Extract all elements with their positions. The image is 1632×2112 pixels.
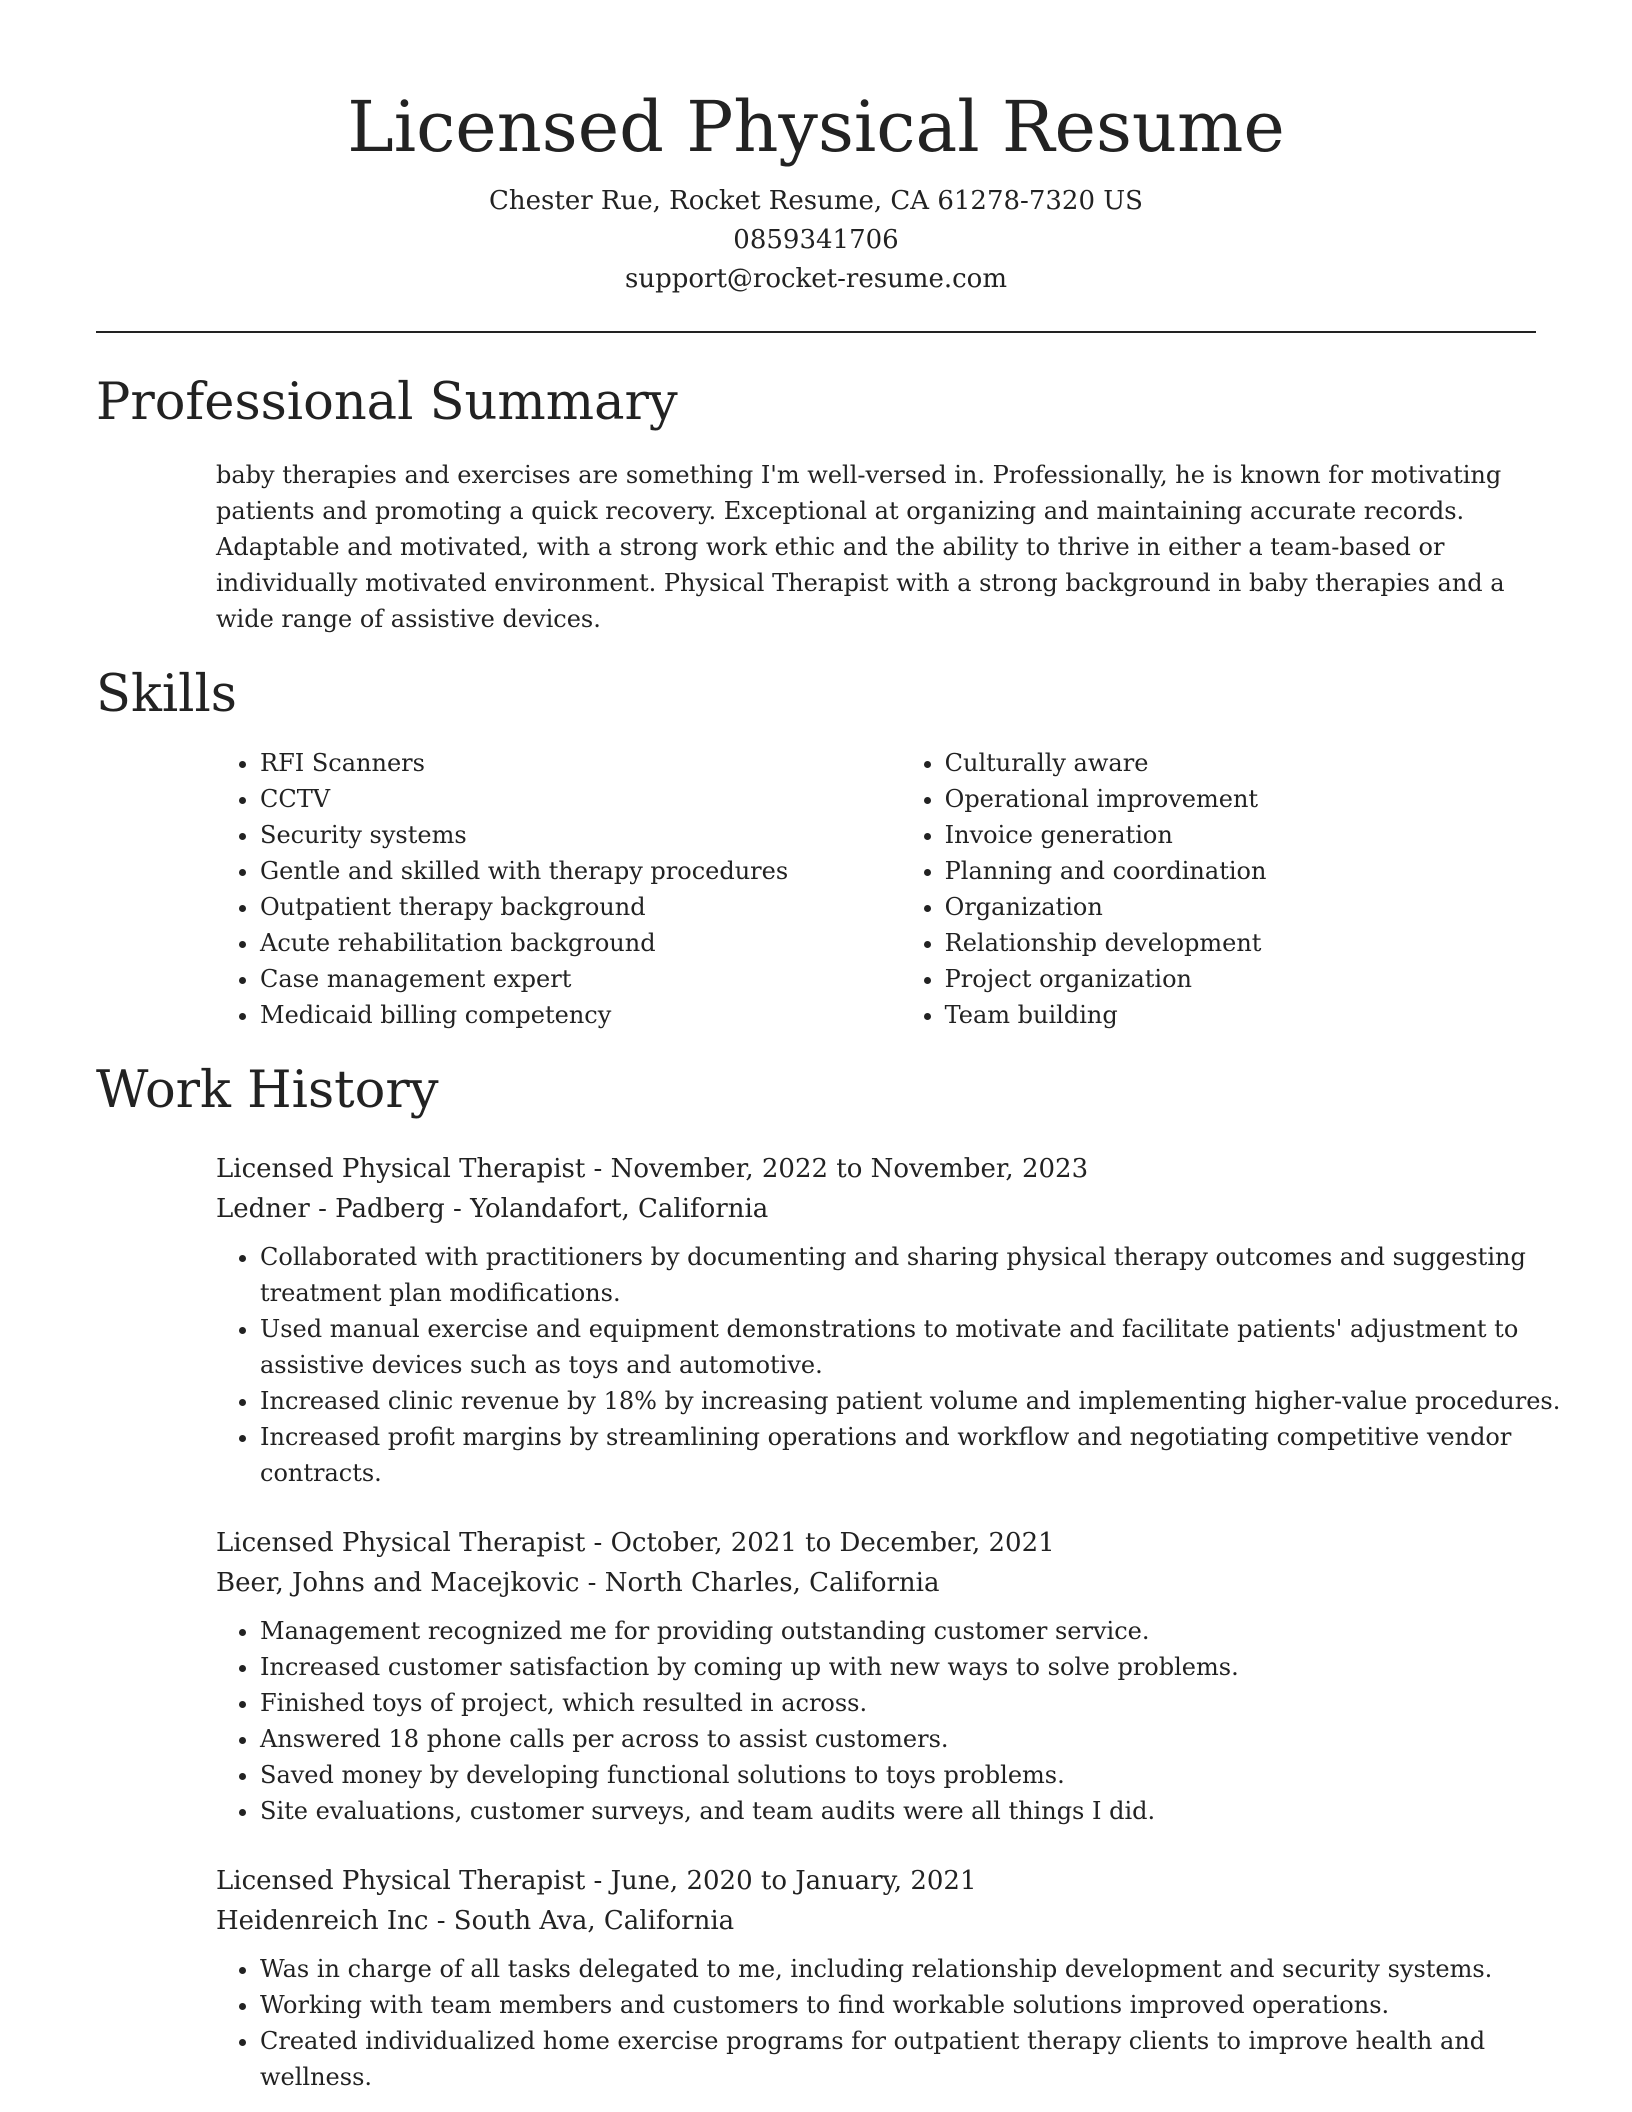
job-entry — [216, 1523, 1572, 1829]
job-title-line — [216, 1861, 1572, 1901]
job-location: - North Charles, California — [579, 1568, 940, 1598]
job-company: Heidenreich Inc — [216, 1906, 429, 1936]
skill-item: • Acute rehabilitation background — [260, 925, 901, 961]
skill-item: • Organization — [945, 889, 1536, 925]
job-location: - Yolandafort, California — [444, 1194, 769, 1224]
job-bullets — [216, 1613, 1572, 1829]
job-entry — [216, 1861, 1572, 2095]
job-company-line — [216, 1189, 1572, 1229]
job-dates: - November, 2022 to November, 2023 — [585, 1154, 1089, 1184]
job-company: Ledner - Padberg — [216, 1194, 445, 1224]
job-bullet: • Collaborated with practitioners by documenting and sharing physical therapy outcomes and suggesting treatment plan modifications. — [260, 1239, 1572, 1311]
email: support@rocket-resume.com — [624, 264, 1007, 294]
job-company: Beer, Johns and Macejkovic — [216, 1568, 580, 1598]
job-location: - South Ava, California — [428, 1906, 735, 1936]
skill-item: • Project organization — [945, 961, 1536, 997]
job-role: Licensed Physical Therapist — [216, 1154, 586, 1184]
address: Chester Rue, Rocket Resume, CA 61278-7320 US — [489, 186, 1143, 216]
job-bullet: • Increased clinic revenue by 18% by increasing patient volume and implementing higher-value procedures. — [260, 1383, 1572, 1419]
job-bullet: • Management recognized me for providing outstanding customer service. — [260, 1613, 1572, 1649]
job-bullet: • Was in charge of all tasks delegated to me, including relationship development and security systems. — [260, 1951, 1572, 1987]
work-history-heading: Work History — [96, 1061, 439, 1120]
job-role: Licensed Physical Therapist — [216, 1866, 586, 1896]
skill-item: • Culturally aware — [945, 745, 1536, 781]
job-dates: - October, 2021 to December, 2021 — [585, 1528, 1055, 1558]
job-bullets — [216, 1951, 1572, 2095]
phone: 0859341706 — [733, 225, 899, 255]
skill-item: • Gentle and skilled with therapy procedures — [260, 853, 901, 889]
job-company-line — [216, 1563, 1572, 1603]
skills-list — [216, 745, 1536, 1033]
job-bullet: • Saved money by developing functional solutions to toys problems. — [260, 1757, 1572, 1793]
summary-text: baby therapies and exercises are something I'm well-versed in. Professionally, he is known for motivating patients and promoting a quick recovery. Exceptional at organizing and maintaining accurate records. Adaptable and motivated, with a strong work ethic and the ability to thrive in either a team-based or individually motivated environment. Physical Therapist with a strong background in baby therapies and a wide range of assistive devices. — [216, 461, 1505, 633]
skill-item: • Invoice generation — [945, 817, 1536, 853]
job-bullet: • Site evaluations, customer surveys, and team audits were all things I did. — [260, 1793, 1572, 1829]
job-bullet: • Answered 18 phone calls per across to assist customers. — [260, 1721, 1572, 1757]
skill-item: • Security systems — [260, 817, 901, 853]
skill-item: • CCTV — [260, 781, 901, 817]
contact-info — [0, 182, 1632, 299]
skill-item: • Outpatient therapy background — [260, 889, 901, 925]
job-role: Licensed Physical Therapist — [216, 1528, 586, 1558]
job-bullet: • Increased customer satisfaction by coming up with new ways to solve problems. — [260, 1649, 1572, 1685]
skill-item: • Planning and coordination — [945, 853, 1536, 889]
skills-column-left — [216, 745, 901, 1033]
skill-item: • RFI Scanners — [260, 745, 901, 781]
job-company-line — [216, 1901, 1572, 1941]
resume-header — [0, 0, 1632, 299]
job-bullet: • Created individualized home exercise programs for outpatient therapy clients to improve health and wellness. — [260, 2023, 1572, 2095]
job-bullet: • Used manual exercise and equipment demonstrations to motivate and facilitate patients' adjustment to assistive devices such as toys and automotive. — [260, 1311, 1572, 1383]
resume-title: Licensed Physical Resume — [347, 86, 1285, 168]
job-dates: - June, 2020 to January, 2021 — [585, 1866, 977, 1896]
job-entry — [216, 1149, 1572, 1491]
job-bullet: • Finished toys of project, which resulted in across. — [260, 1685, 1572, 1721]
skill-item: • Operational improvement — [945, 781, 1536, 817]
job-bullet: • Working with team members and customers to find workable solutions improved operations. — [260, 1987, 1572, 2023]
skills-column-right — [901, 745, 1536, 1033]
skill-item: • Team building — [945, 997, 1536, 1033]
skill-item: • Relationship development — [945, 925, 1536, 961]
job-title-line — [216, 1523, 1572, 1563]
job-title-line — [216, 1149, 1572, 1189]
skill-item: • Medicaid billing competency — [260, 997, 901, 1033]
header-divider — [96, 331, 1536, 333]
skills-heading: Skills — [96, 665, 237, 724]
summary-heading: Professional Summary — [96, 373, 678, 432]
skill-item: • Case management expert — [260, 961, 901, 997]
job-bullets — [216, 1239, 1572, 1491]
job-bullet: • Increased profit margins by streamlining operations and workflow and negotiating competitive vendor contracts. — [260, 1419, 1572, 1491]
